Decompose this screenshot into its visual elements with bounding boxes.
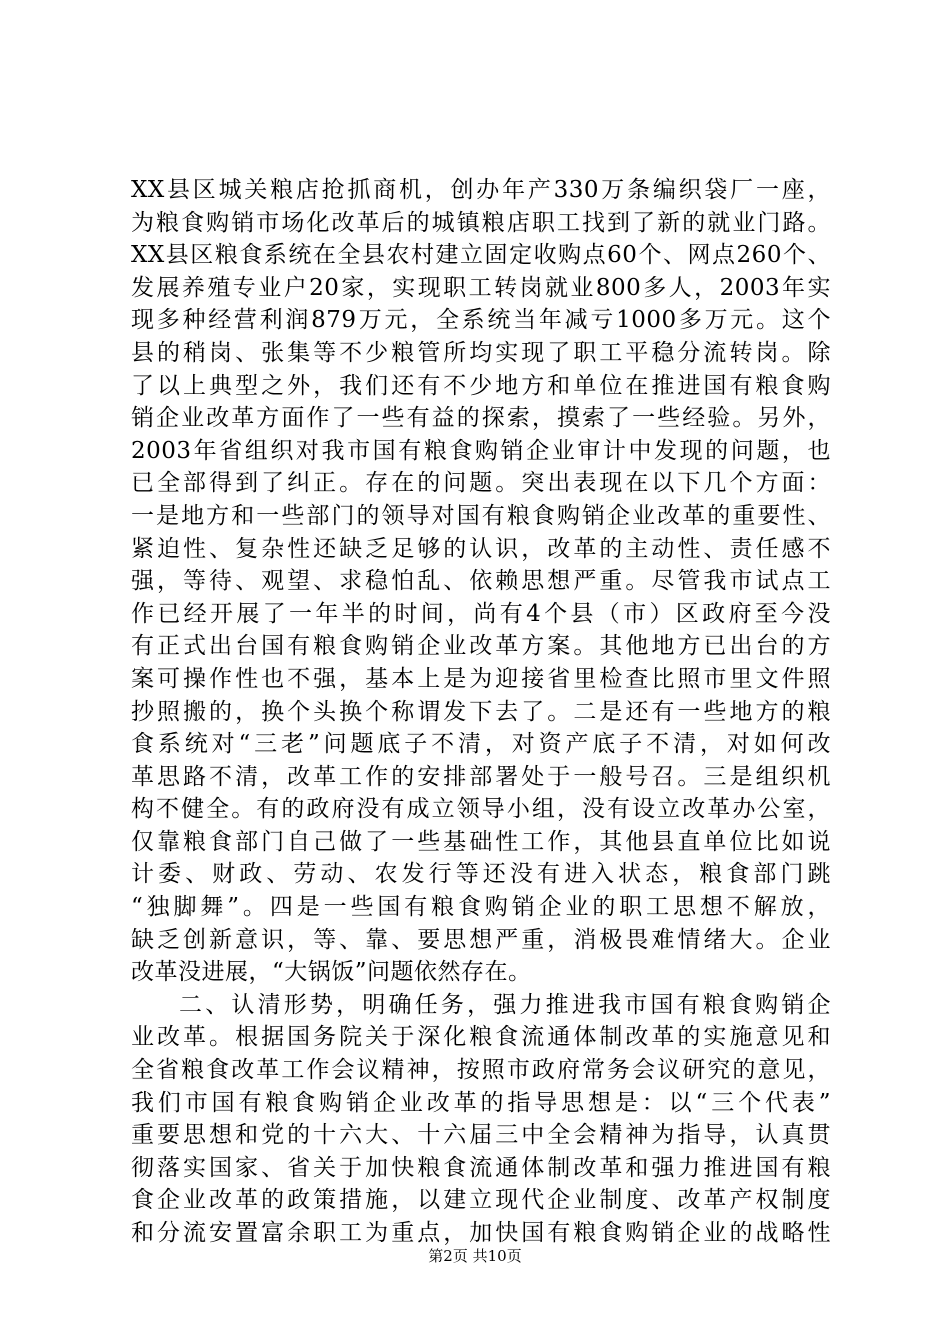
text-line: 销企业改革方面作了一些有益的探索，摸索了一些经验。另外， [131,405,831,432]
text-line: “独脚舞”。四是一些国有粮食购销企业的职工思想不解放， [131,894,831,921]
document-body [131,174,831,1250]
text-line: 改革没进展，“大锅饭”问题依然存在。 [131,959,532,986]
text-line: 紧迫性、复杂性还缺乏足够的认识，改革的主动性、责任感不 [131,535,831,562]
text-line: 缺乏创新意识，等、靠、要思想严重，消极畏难情绪大。企业 [131,926,831,953]
text-line: XX县区城关粮店抢抓商机，创办年产330万条编织袋厂一座， [131,177,831,203]
text-line: 计委、财政、劳动、农发行等还没有进入状态，粮食部门跳 [131,861,831,888]
text-line: 县的稍岗、张集等不少粮管所均实现了职工平稳分流转岗。除 [131,339,831,366]
text-line: 有正式出台国有粮食购销企业改革方案。其他地方已出台的方 [131,633,831,660]
text-line: 案可操作性也不强，基本上是为迎接省里检查比照市里文件照 [131,665,831,692]
text-line: 全省粮食改革工作会议精神，按照市政府常务会议研究的意见， [131,1057,831,1084]
text-line: 食系统对“三老”问题底子不清，对资产底子不清，对如何改 [131,731,831,758]
text-line: 一是地方和一些部门的领导对国有粮食购销企业改革的重要性、 [131,502,831,529]
text-line: 重要思想和党的十六大、十六届三中全会精神为指导，认真贯 [131,1122,831,1149]
text-line: 业改革。根据国务院关于深化粮食流通体制改革的实施意见和 [131,1024,831,1051]
text-line: 抄照搬的，换个头换个称谓发下去了。二是还有一些地方的粮 [131,698,831,725]
text-line: 革思路不清，改革工作的安排部署处于一般号召。三是组织机 [131,763,831,790]
text-line: 2003年省组织对我市国有粮食购销企业审计中发现的问题，也 [131,437,831,464]
text-line: 作已经开展了一年半的时间，尚有4个县（市）区政府至今没 [131,600,831,627]
text-line: 为粮食购销市场化改革后的城镇粮店职工找到了新的就业门路。 [131,209,831,236]
text-line: 强，等待、观望、求稳怕乱、依赖思想严重。尽管我市试点工 [131,568,831,595]
text-line: 构不健全。有的政府没有成立领导小组，没有设立改革办公室， [131,796,831,823]
text-line: 我们市国有粮食购销企业改革的指导思想是：以“三个代表” [131,1089,831,1116]
text-line: 食企业改革的政策措施，以建立现代企业制度、改革产权制度 [131,1187,831,1214]
text-line: 了以上典型之外，我们还有不少地方和单位在推进国有粮食购 [131,372,831,399]
text-line: 彻落实国家、省关于加快粮食流通体制改革和强力推进国有粮 [131,1154,831,1181]
text-line: 已全部得到了纠正。存在的问题。突出表现在以下几个方面： [131,470,831,497]
text-line: 发展养殖专业户20家，实现职工转岗就业800多人，2003年实 [131,274,831,301]
text-line: 和分流安置富余职工为重点，加快国有粮食购销企业的战略性 [131,1220,831,1246]
text-line: XX县区粮食系统在全县农村建立固定收购点60个、网点260个、 [131,242,831,269]
page-number: 第2页 共10页 [428,1247,522,1265]
section-heading-line: 二、认清形势，明确任务，强力推进我市国有粮食购销企 [179,991,831,1018]
text-line: 现多种经营利润879万元，全系统当年减亏1000多万元。这个 [131,307,831,334]
text-line: 仅靠粮食部门自己做了一些基础性工作，其他县直单位比如说 [131,828,831,855]
